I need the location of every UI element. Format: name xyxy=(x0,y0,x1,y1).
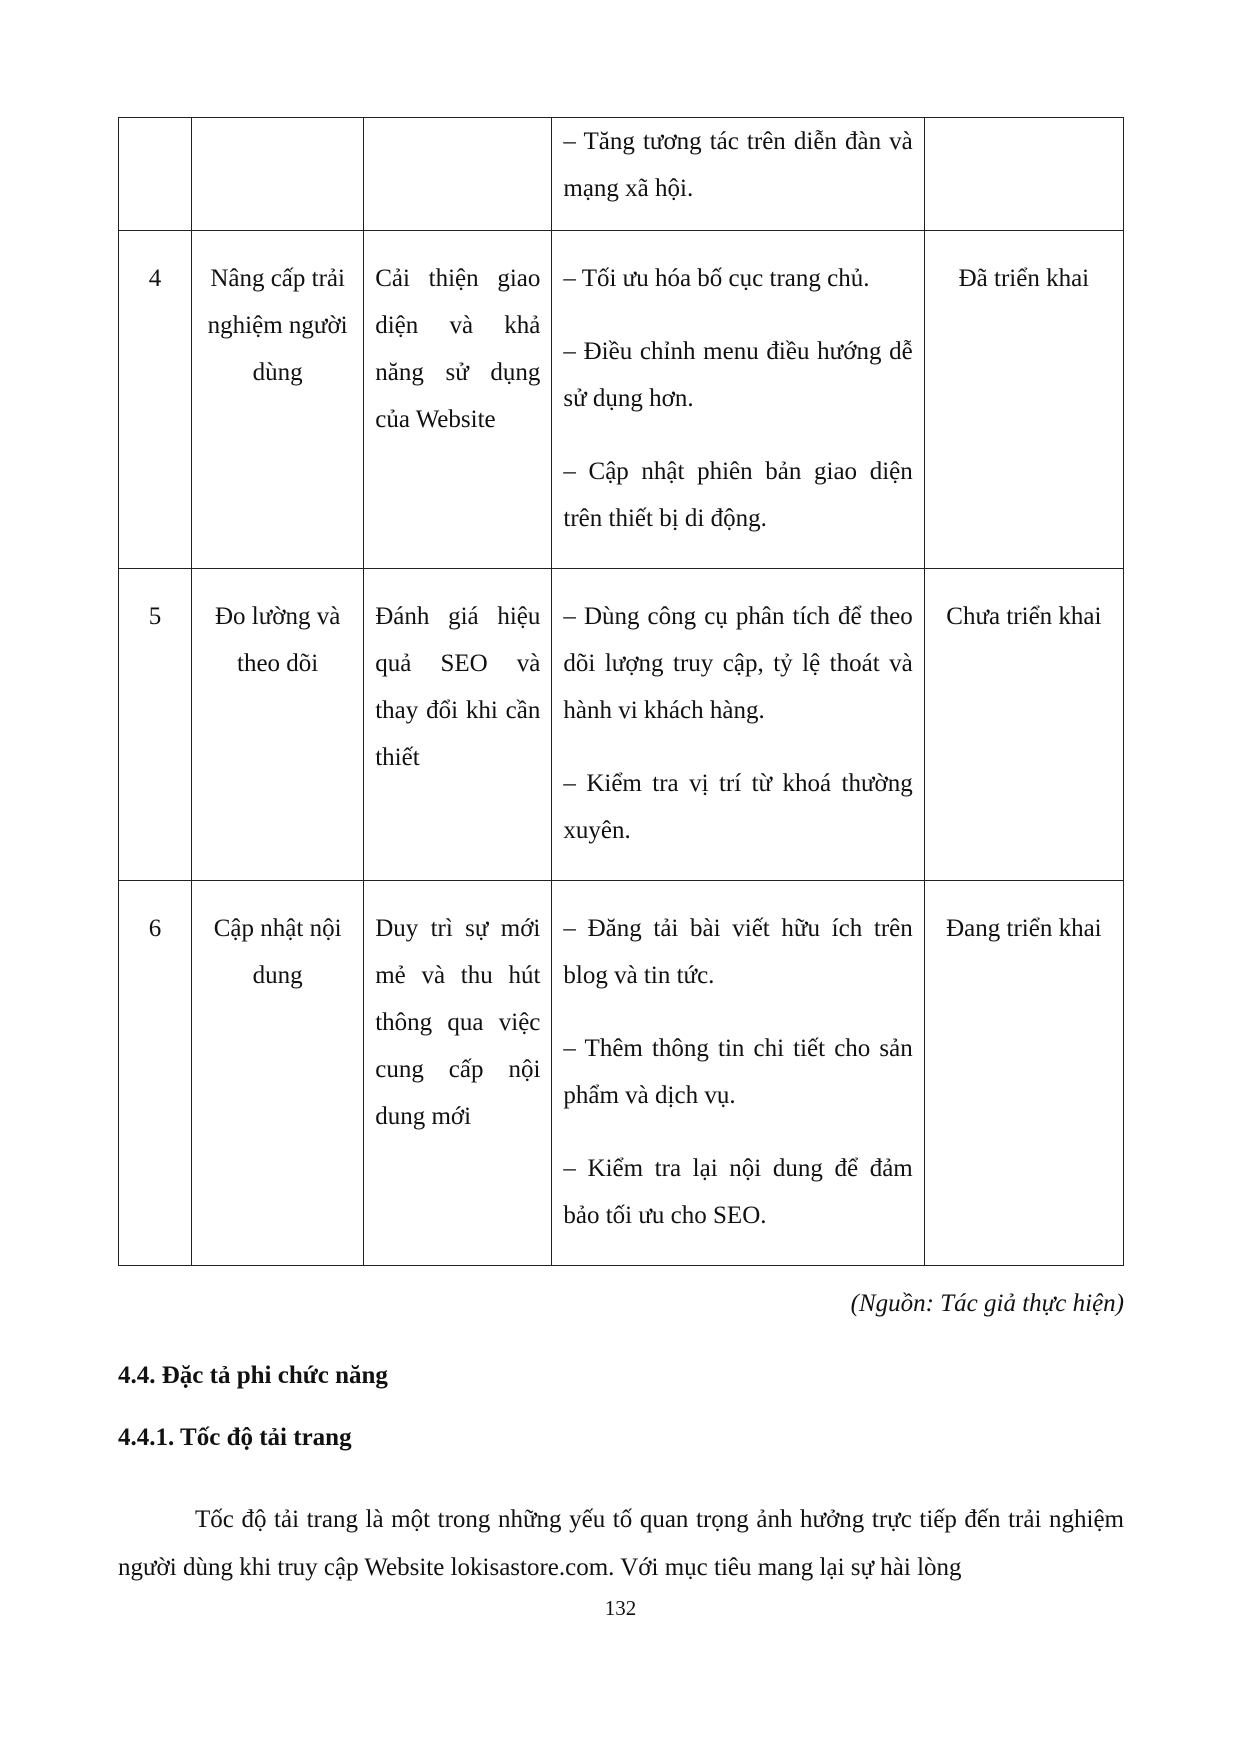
actions-cell xyxy=(552,569,924,881)
actions-cell xyxy=(552,118,924,231)
goal-cell: Đánh giá hiệu quả SEO và thay đổi khi cần thiết xyxy=(364,569,552,881)
action-item: – Kiểm tra vị trí từ khoá thường xuyên. xyxy=(563,770,913,844)
table-row xyxy=(119,118,1124,231)
table-row xyxy=(119,569,1124,881)
status-cell: Đã triển khai xyxy=(924,231,1123,569)
actions-cell xyxy=(552,881,924,1266)
name-cell: Nâng cấp trải nghiệm người dùng xyxy=(192,231,364,569)
table-row xyxy=(119,231,1124,569)
page-number: 132 xyxy=(604,1596,637,1620)
table-row xyxy=(119,881,1124,1266)
no-cell: 5 xyxy=(119,569,192,881)
action-item: – Cập nhật phiên bản giao diện trên thiết bị di động. xyxy=(563,458,913,532)
action-item: – Thêm thông tin chi tiết cho sản phẩm và dịch vụ. xyxy=(563,1035,913,1109)
source-note: (Nguồn: Tác giả thực hiện) xyxy=(850,1290,1124,1317)
action-item: – Điều chỉnh menu điều hướng dễ sử dụng hơn. xyxy=(563,338,913,412)
action-item: – Tối ưu hóa bố cục trang chủ. xyxy=(563,265,870,292)
status-cell: Đang triển khai xyxy=(924,881,1123,1266)
seo-plan-table xyxy=(118,117,1124,1266)
name-cell: Cập nhật nội dung xyxy=(192,881,364,1266)
action-item: – Tăng tương tác trên diễn đàn và mạng xã hội. xyxy=(563,128,913,202)
goal-cell: Cải thiện giao diện và khả năng sử dụng của Website xyxy=(364,231,552,569)
actions-cell xyxy=(552,231,924,569)
action-item: – Kiểm tra lại nội dung để đảm bảo tối ưu cho SEO. xyxy=(563,1155,913,1229)
no-cell: 6 xyxy=(119,881,192,1266)
action-item: – Đăng tải bài viết hữu ích trên blog và tin tức. xyxy=(563,915,913,989)
body-paragraph: Tốc độ tải trang là một trong những yếu tố quan trọng ảnh hưởng trực tiếp đến trải nghiệm người dùng khi truy cập Website lokisastore.com. Với mục tiêu mang lại sự hài lòng xyxy=(118,1506,1124,1581)
status-cell: Chưa triển khai xyxy=(924,569,1123,881)
subsection-heading: 4.4.1. Tốc độ tải trang xyxy=(118,1424,352,1451)
no-cell: 4 xyxy=(119,231,192,569)
goal-cell: Duy trì sự mới mẻ và thu hút thông qua việc cung cấp nội dung mới xyxy=(364,881,552,1266)
section-heading: 4.4. Đặc tả phi chức năng xyxy=(118,1362,388,1389)
name-cell: Đo lường và theo dõi xyxy=(192,569,364,881)
action-item: – Dùng công cụ phân tích để theo dõi lượng truy cập, tỷ lệ thoát và hành vi khách hàng. xyxy=(563,603,913,724)
